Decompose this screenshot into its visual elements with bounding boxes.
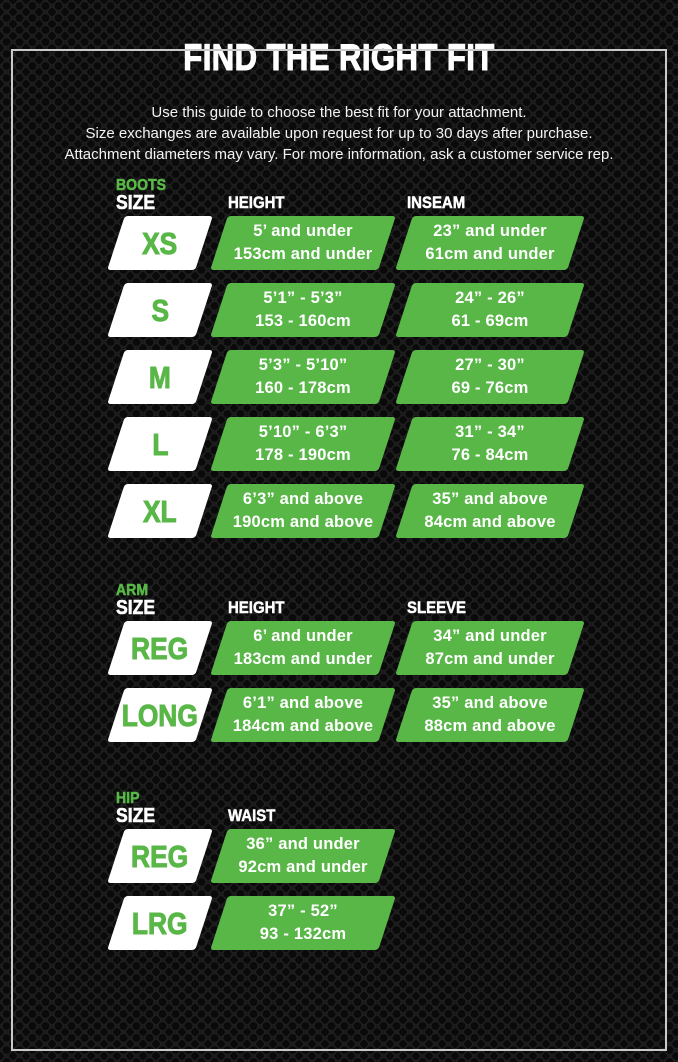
boots-row-xs — [116, 216, 678, 270]
range-metric: 61 - 69cm — [451, 312, 529, 330]
boots-row-l — [116, 417, 678, 471]
inseam-cell — [395, 350, 585, 404]
arm-column-header-sleeve: SLEEVE — [407, 598, 467, 617]
size-label: XS — [142, 225, 178, 261]
range-metric: 87cm and under — [425, 650, 555, 668]
height-cell — [210, 216, 396, 270]
boots-section-label: BOOTS — [116, 177, 167, 194]
sleeve-cell — [395, 688, 585, 742]
section-hip — [116, 791, 678, 950]
boots-section-header — [116, 178, 678, 213]
hip-section-header — [116, 791, 678, 826]
range-metric: 93 - 132cm — [259, 925, 347, 943]
range-metric: 183cm and under — [233, 650, 373, 668]
range-metric: 190cm and above — [232, 513, 374, 531]
size-cell-l — [107, 417, 213, 471]
size-label: S — [151, 292, 169, 328]
inseam-cell — [395, 283, 585, 337]
range-imperial: 31” - 34” — [455, 423, 525, 441]
height-cell — [210, 688, 396, 742]
range-imperial: 5’ and under — [253, 222, 353, 240]
range-imperial: 24” - 26” — [455, 289, 525, 307]
sleeve-cell — [395, 621, 585, 675]
boots-column-header-inseam: INSEAM — [407, 193, 466, 212]
range-imperial: 5’10” - 6’3” — [258, 423, 348, 441]
subtitle-line-1: Use this guide to choose the best fit for your attachment. — [151, 104, 527, 121]
size-cell-long — [107, 688, 213, 742]
boots-column-header-height: HEIGHT — [228, 193, 285, 212]
range-imperial: 5’3” - 5’10” — [258, 356, 348, 374]
range-metric: 84cm and above — [424, 513, 556, 531]
range-metric: 69 - 76cm — [451, 379, 529, 397]
subtitle-line-2: Size exchanges are available upon request for up to 30 days after purchase. — [85, 125, 593, 142]
arm-row-long — [116, 688, 678, 742]
range-imperial: 23” and under — [433, 222, 547, 240]
size-cell-lrg — [107, 896, 213, 950]
size-label: REG — [131, 630, 189, 666]
size-cell-xs — [107, 216, 213, 270]
range-imperial: 36” and under — [246, 835, 360, 853]
arm-section-label: ARM — [116, 582, 149, 599]
range-imperial: 6’1” and above — [242, 694, 364, 712]
range-metric: 61cm and under — [425, 245, 555, 263]
subtitle-line-3: Attachment diameters may vary. For more information, ask a customer service rep. — [64, 146, 614, 163]
height-cell — [210, 484, 396, 538]
intro-text — [0, 102, 678, 165]
boots-row-xl — [116, 484, 678, 538]
size-cell-s — [107, 283, 213, 337]
size-cell-reg — [107, 621, 213, 675]
range-metric: 184cm and above — [232, 717, 374, 735]
range-metric: 88cm and above — [424, 717, 556, 735]
height-cell — [210, 350, 396, 404]
boots-row-m — [116, 350, 678, 404]
range-imperial: 35” and above — [432, 490, 548, 508]
section-arm — [116, 583, 678, 742]
size-label: M — [149, 359, 171, 395]
range-imperial: 27” - 30” — [455, 356, 525, 374]
arm-row-reg — [116, 621, 678, 675]
range-imperial: 34” and under — [433, 627, 547, 645]
range-metric: 92cm and under — [238, 858, 368, 876]
height-cell — [210, 283, 396, 337]
arm-column-header-height: HEIGHT — [228, 598, 285, 617]
waist-cell — [210, 829, 396, 883]
arm-section-header — [116, 583, 678, 618]
size-cell-reg — [107, 829, 213, 883]
hip-section-label: HIP — [116, 790, 140, 807]
size-guide-poster — [0, 38, 678, 1062]
range-metric: 76 - 84cm — [451, 446, 529, 464]
hip-row-reg — [116, 829, 678, 883]
size-cell-m — [107, 350, 213, 404]
range-imperial: 6’ and under — [253, 627, 353, 645]
boots-size-word: SIZE — [116, 192, 156, 214]
size-cell-xl — [107, 484, 213, 538]
range-metric: 178 - 190cm — [255, 446, 351, 464]
range-imperial: 37” - 52” — [268, 902, 338, 920]
range-imperial: 5’1” - 5’3” — [263, 289, 343, 307]
size-label: XL — [143, 493, 177, 529]
waist-cell — [210, 896, 396, 950]
size-label: LONG — [121, 697, 199, 733]
inseam-cell — [395, 216, 585, 270]
size-label: REG — [131, 838, 189, 874]
arm-size-word: SIZE — [116, 597, 156, 619]
inseam-cell — [395, 417, 585, 471]
range-metric: 153cm and under — [233, 245, 373, 263]
hip-column-header-waist: WAIST — [228, 806, 276, 825]
boots-row-s — [116, 283, 678, 337]
hip-row-lrg — [116, 896, 678, 950]
height-cell — [210, 417, 396, 471]
hip-size-word: SIZE — [116, 805, 156, 827]
range-imperial: 35” and above — [432, 694, 548, 712]
range-imperial: 6’3” and above — [242, 490, 364, 508]
range-metric: 153 - 160cm — [255, 312, 351, 330]
range-metric: 160 - 178cm — [255, 379, 351, 397]
height-cell — [210, 621, 396, 675]
size-label: LRG — [132, 905, 188, 941]
section-boots — [116, 178, 678, 538]
size-label: L — [151, 426, 169, 462]
page-title: FIND THE RIGHT FIT — [183, 37, 495, 78]
inseam-cell — [395, 484, 585, 538]
